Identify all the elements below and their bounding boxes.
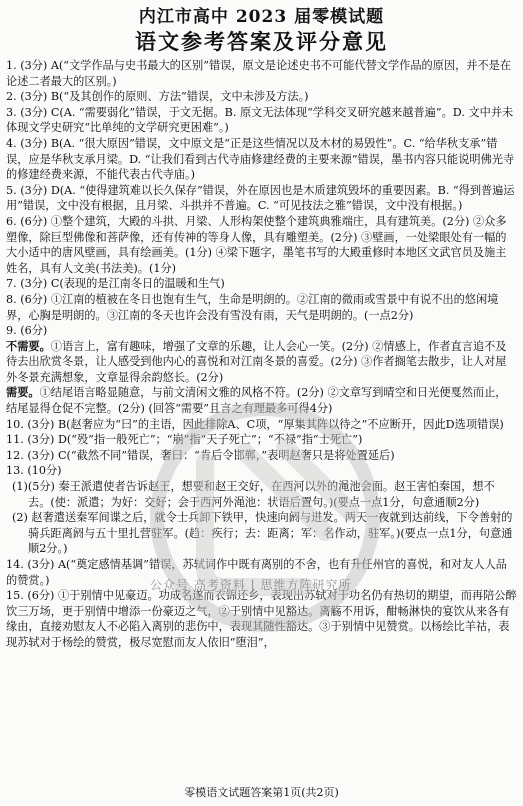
answer-item-8: 8. (6分) ①江南的植被在冬日也饱有生气，生命是明朗的。②江南的微雨或雪景中有说不出的悠闲境界，心胸是明朗的。③江南的冬天也许会没有雪没有雨，天气是明朗的。(一点2分) <box>6 292 499 322</box>
answer-key-title: 语文参考答案及评分意见 <box>135 29 388 54</box>
answer-lead-word: 不需要。 <box>6 338 51 353</box>
answer-list <box>0 58 523 651</box>
answer-item-5: 5. (3分) D(A. “使得建筑难以长久保存”错误，外在原因也是木质建筑毁坏的重要因素。B. “得到普遍运用”错误，文中没有根据，且月梁、斗拱并不普遍。C. “可见技法之雅”错误，文中没有根据。) <box>6 183 515 213</box>
page-footer: 零模语文试题答案第1页(共2页) <box>184 786 339 799</box>
answer-item-15: 15. (6分) ①于别情中见豪迈。功成名遂而衣锦还乡，表现出苏轼对于功名仍有热切的期望，而再陪公醉饮三万场，更于别情中增添一份豪迈之气，②于别情中见豁达。离觞不用诉，酣畅淋快的宴饮从来各有缘由，直接劝慰友人不必陷入离别的悲伤中，表现其随性豁达。③于别情中见赞赏。以杨绘比羊祜，表现苏轼对于杨绘的赞赏，极尽宽慰而友人依旧“堕泪”， <box>6 589 517 649</box>
answer-item-13: 13. (10分) <box>6 464 62 478</box>
header <box>0 0 523 56</box>
watermark-text: 公众号 高考资料 | 思维方阵研究所 <box>150 578 352 592</box>
answer-item-3: 3. (3分) C(A. “需要弱化”错误，于文无据。B. 原文无法体现“学科交叉研究越来越普遍”。D. 文中并未体现文学史研究“比单纯的文学研究更困难”。) <box>6 105 514 135</box>
answer-item-2: 2. (3分) B(“及其创作的原则、方法”错误，文中未涉及方法。) <box>6 90 309 104</box>
answer-item-10: 10. (3分) B(赵奢应为“曰”的主语，因此排除A、C项，“厚集其阵以待之”不应断开，因此D选项错误) <box>6 417 504 431</box>
answer-item-7: 7. (3分) C(表现的是江南冬日的温暖和生气) <box>6 277 225 291</box>
answer-item-1: 1. (3分) A(“文学作品与史书最大的区别”错误，原文是论述史书不可能代替文学作品的原因，并不是在论述二者最大的区别。) <box>6 59 512 88</box>
answer-item-6: 6. (6分) ①整个建筑，大殿的斗拱、月梁、人形构架使整个建筑典雅端庄，具有建筑美。(2分) ②众多塑像，除巨型佛像和菩萨像，还有传神的等身人像，具有雕塑美。(2分) ③壁画，一处梁眼处有一幅的大小适中的唐风壁画，具有绘画美。(1分) ④梁下题字，墨笔书写的大殿重修时本地区文武官员及施主姓名，具有人文美(书法美)。(1分) <box>6 214 507 275</box>
answer-item-9-yes: 需要。①结尾语言略显随意，与前文清闲文雅的风格不符。(2分) ②文章写到晴空和日光便戛然而止，结尾显得仓促不完整。(2分) (回答“需要”且言之有理最多可得4分) <box>6 385 507 416</box>
answer-lead-word: 需要。 <box>6 385 40 400</box>
answer-item-13-2: (2) 赵奢遣送秦军间谍之后，就令士兵卸下铁甲，快速向阏与进发。两天一夜就到达前线，下令善射的骑兵距离阏与五十里扎营驻军。(趋：疾行；去：距离；军：名作动，驻军。)(要点一点1分，句意通顺2分。) <box>12 511 513 556</box>
answer-item-12: 12. (3分) C(“截然不同”错误，奢曰：“肯后令邯郸，”表明赵奢只是将处置延后) <box>6 448 395 462</box>
answer-item-4: 4. (3分) B(A. “很大原因”错误，文中原文是“正是这些情况以及木材的易毁性”。C. “给华秋支承”错误，应是华秋支承月梁。D. “让我们看到古代寺庙修建经费的主要来源”错误，墨书内容只能说明佛光寺的修建经费来源，不能代表古代寺庙。) <box>6 136 515 182</box>
answer-item-13-1: (1)(5分) 秦王派遣使者告诉赵王，想要和赵王交好，在西河以外的渑池会面。赵王害怕秦国，想不去。(使：派遣；为好：交好；会于西河外渑池：状语后置句。)(要点一点1分，句意通顺2分) <box>12 480 495 509</box>
answer-item-14: 14. (3分) A(“奠定感情基调”错误，苏轼词作中既有离别的不舍，也有升任州官的喜悦，和对友人人品的赞赏。) <box>6 558 507 587</box>
answer-item-9-no: 不需要。①语言上，富有趣味，增强了文章的乐趣，让人会心一笑。(2分) ②情感上，作者直言追不及待去出欣赏冬景，让人感受到他内心的喜悦和对江南冬景的喜爱。(2分) ③作者搁笔去散步，让人对屋外冬景充满想象，文章显得余韵悠长。(2分) <box>6 338 507 384</box>
answer-item-11: 11. (3分) D(“殁”指一般死亡”；“崩”指“天子死亡”；“不禄”指“士死亡”) <box>6 433 363 447</box>
exam-title: 内江市高中 2023 届零模试题 <box>138 7 385 27</box>
answer-item-9: 9. (6分) <box>6 324 48 338</box>
